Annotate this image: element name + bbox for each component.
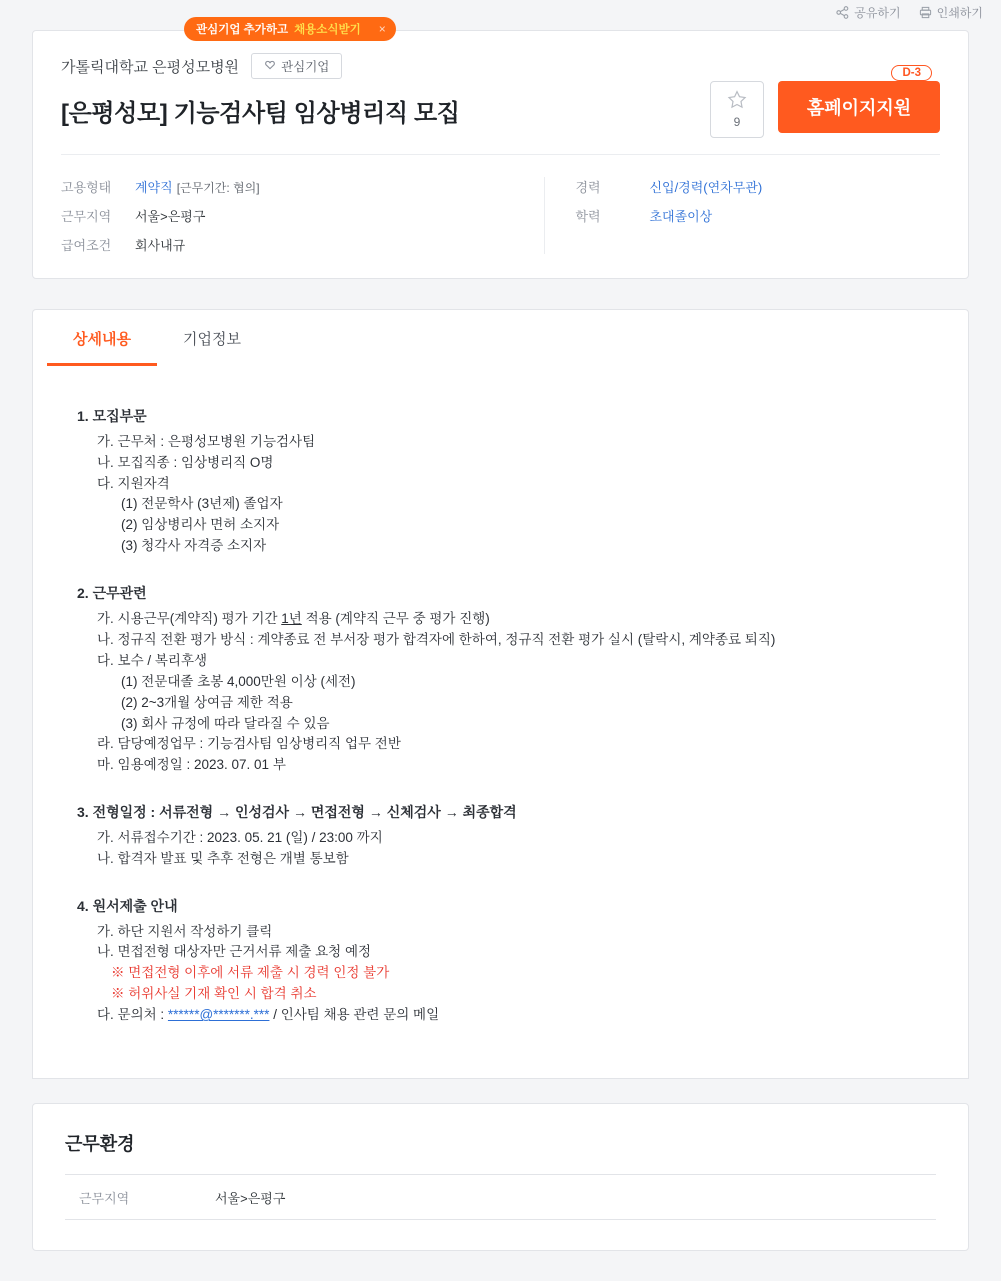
detail-line: 나. 합격자 발표 및 추후 전형은 개별 통보함: [97, 850, 349, 866]
detail-section: [77, 896, 924, 1026]
detail-line: 가. 근무처 : 은평성모병원 기능검사팀: [97, 433, 316, 449]
detail-warning-line: ※ 허위사실 기재 확인 시 합격 취소: [111, 986, 317, 1002]
print-label: 인쇄하기: [936, 5, 983, 20]
detail-section: [77, 406, 924, 557]
detail-line: (1) 전문학사 (3년제) 졸업자: [121, 496, 283, 512]
summary-left-column: [61, 177, 544, 254]
detail-line: 다. 보수 / 복리후생: [97, 652, 208, 668]
summary-row: [61, 177, 544, 196]
work-environment-title: 근무환경: [65, 1134, 135, 1155]
print-button[interactable]: [919, 4, 983, 21]
summary-value: 서울>은평구: [135, 209, 206, 224]
page-title: [은평성모] 기능검사팀 임상병리직 모집: [61, 100, 460, 127]
detail-line: (1) 전문대졸 초봉 4,000만원 이상 (세전): [121, 673, 356, 689]
detail-line: 라. 담당예정업무 : 기능검사팀 임상병리직 업무 전반: [97, 736, 401, 752]
promo-text: 관심기업 추가하고: [196, 24, 289, 36]
detail-line: (3) 회사 규정에 따라 달라질 수 있음: [121, 715, 330, 731]
detail-line: 마. 임용예정일 : 2023. 07. 01 부: [97, 757, 286, 773]
scrap-count: 9: [733, 115, 741, 129]
detail-line: 다. 문의처 : ******@*******.*** / 인사팀 채용 관련 문의 메일: [97, 1007, 440, 1023]
utility-bar: [0, 0, 1001, 24]
detail-section-title: 2. 근무관련: [77, 585, 147, 602]
emphasis-text: 1년: [281, 610, 302, 626]
summary-key: 고용형태: [61, 180, 112, 195]
summary-value[interactable]: 신입/경력(연차무관): [649, 180, 763, 195]
company-name[interactable]: 가톨릭대학교 은평성모병원: [61, 58, 240, 76]
summary-key: 급여조건: [61, 238, 112, 253]
detail-line: 가. 하단 지원서 작성하기 클릭: [97, 923, 273, 939]
contact-email[interactable]: ******@*******.***: [167, 1007, 270, 1023]
detail-section: [77, 802, 924, 870]
follow-company-label: 관심기업: [281, 60, 330, 74]
detail-line: 다. 지원자격: [97, 475, 170, 491]
environment-value: 서울>은평구: [215, 1190, 286, 1206]
job-summary: [61, 154, 940, 278]
promo-accent-text: 채용소식받기: [294, 24, 361, 36]
company-row: [61, 53, 940, 79]
detail-section-title: 4. 원서제출 안내: [77, 897, 178, 914]
share-label: 공유하기: [854, 5, 901, 20]
header-actions: [710, 67, 940, 138]
detail-line: 나. 면접전형 대상자만 근거서류 제출 요청 예정: [97, 944, 372, 960]
promo-banner[interactable]: [184, 17, 396, 41]
summary-row: [61, 206, 544, 225]
detail-line: 가. 서류접수기간 : 2023. 05. 21 (일) / 23:00 까지: [97, 829, 383, 845]
summary-subtext: [근무기간: 협의]: [176, 181, 260, 195]
summary-value: 회사내규: [135, 238, 186, 253]
summary-row: [61, 235, 544, 254]
printer-icon: [919, 6, 932, 19]
detail-line: 가. 시용근무(계약직) 평가 기간 1년 적용 (계약직 근무 중 평가 진행): [97, 610, 490, 626]
share-icon: [836, 6, 849, 19]
detail-section: [77, 583, 924, 776]
summary-key: 경력: [575, 180, 601, 195]
work-environment-section: [32, 1103, 969, 1251]
summary-key: 학력: [575, 209, 601, 224]
detail-line: 나. 모집직종 : 임상병리직 O명: [97, 454, 274, 470]
promo-close-icon[interactable]: ×: [378, 22, 386, 36]
job-header-card: [32, 22, 969, 279]
summary-key: 근무지역: [61, 209, 112, 224]
content-tabs: [32, 309, 969, 366]
environment-key: 근무지역: [79, 1190, 130, 1206]
detail-warning-line: ※ 면접전형 이후에 서류 제출 시 경력 인정 불가: [111, 965, 390, 981]
summary-value[interactable]: 계약직: [135, 180, 173, 195]
detail-section-title: 3. 전형일정 : 서류전형 → 인성검사 → 면접전형 → 신체검사 → 최종합격: [77, 804, 517, 821]
summary-right-column: [544, 177, 940, 254]
summary-row: [575, 177, 940, 196]
environment-row: [65, 1174, 936, 1220]
detail-line: (2) 2~3개월 상여금 제한 적용: [121, 694, 293, 710]
detail-section-title: 1. 모집부문: [77, 408, 147, 424]
detail-line: 나. 정규직 전환 평가 방식 : 계약종료 전 부서장 평가 합격자에 한하여, 정규직 전환 평가 실시 (탈락시, 계약종료 퇴직): [97, 631, 776, 647]
tab-detail[interactable]: 상세내용: [47, 310, 157, 366]
dday-badge: D-3: [891, 65, 932, 81]
star-icon: [727, 90, 747, 114]
job-detail-content: [32, 366, 969, 1079]
heart-icon: [264, 59, 276, 73]
summary-row: [575, 206, 940, 225]
detail-line: (2) 임상병리사 면허 소지자: [121, 517, 280, 533]
apply-area: [778, 67, 940, 133]
follow-company-button[interactable]: [251, 53, 342, 79]
summary-value[interactable]: 초대졸이상: [649, 209, 713, 224]
share-button[interactable]: [836, 4, 900, 21]
tab-company-info[interactable]: 기업정보: [182, 331, 241, 348]
detail-line: (3) 청각사 자격증 소지자: [121, 538, 267, 554]
scrap-button[interactable]: [710, 81, 764, 138]
apply-button[interactable]: 홈페이지지원: [778, 81, 940, 133]
